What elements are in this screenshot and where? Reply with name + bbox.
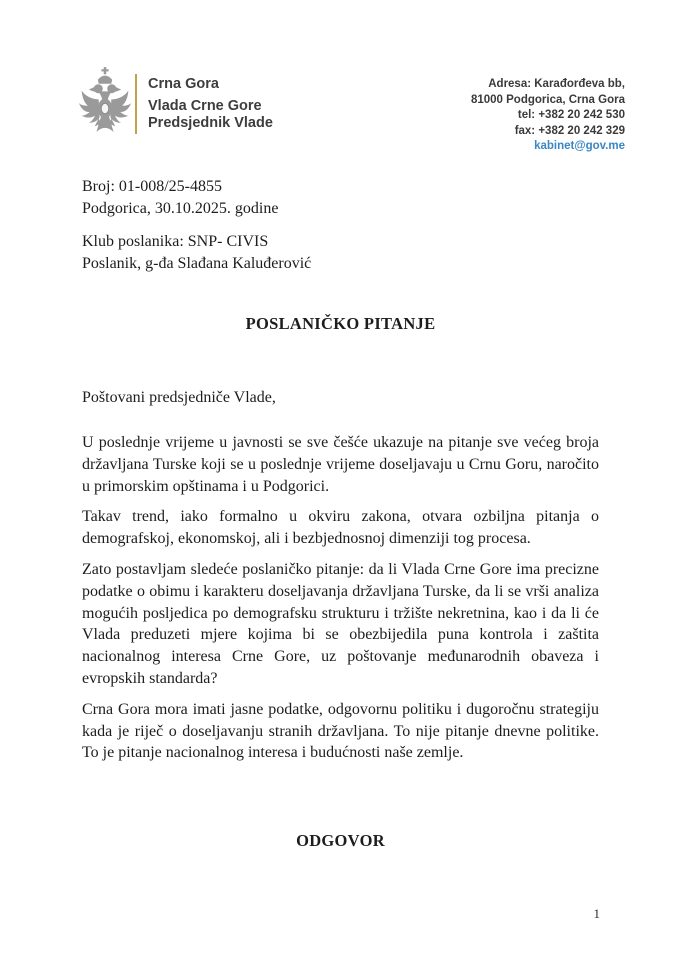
reference-block bbox=[82, 176, 599, 219]
org-office: Predsjednik Vlade bbox=[148, 115, 273, 131]
ref-number: Broj: 01-008/25-4855 bbox=[82, 178, 222, 195]
brand-block bbox=[78, 66, 273, 142]
contact-address-line1: Adresa: Karađorđeva bb, bbox=[488, 78, 625, 90]
body-paragraph-4: Crna Gora mora imati jasne podatke, odgovornu politiku i dugoročnu strategiju kada je riječ o doseljavanju stranih državljana. To nije pitanje dnevne politike. To je pitanje nacionalnog interesa i budućnosti naše zemlje. bbox=[82, 700, 599, 762]
answer-heading: ODGOVOR bbox=[296, 831, 385, 851]
sender-block bbox=[82, 231, 599, 274]
org-title-block bbox=[148, 76, 273, 132]
mp-line: Poslanik, g-đa Slađana Kaluđerović bbox=[82, 254, 312, 272]
body-paragraph-3: Zato postavljam sledeće poslaničko pitanje: da li Vlada Crne Gore ima precizne podatke o obimu i karakteru doseljavanja državljana Turske, da li se vrši analiza mogućih posljedica po demografsku strukturu i tržište nekretnina, kao i da li će Vlada preduzeti mjere kojima bi se obezbijedila puna kontrola i zaštita nacionalnog interesa Crne Gore, uz poštovanje međunarodnih obaveza i evropskih standarda? bbox=[82, 560, 599, 687]
brand-divider bbox=[135, 74, 137, 134]
page-number: 1 bbox=[593, 906, 600, 921]
club-line: Klub poslanika: SNP- CIVIS bbox=[82, 233, 269, 250]
contact-fax: fax: +382 20 242 329 bbox=[514, 124, 625, 137]
salutation: Poštovani predsjedniče Vlade, bbox=[82, 388, 276, 406]
contact-block bbox=[471, 77, 625, 155]
contact-tel: tel: +382 20 242 530 bbox=[517, 109, 625, 121]
place-date: Podgorica, 30.10.2025. godine bbox=[82, 199, 279, 217]
body-paragraph-2: Takav trend, iako formalno u okviru zakona, otvara ozbiljna pitanja o demografskoj, ekonomskoj, ali i bezbjednosnoj dimenziji tog procesa. bbox=[82, 508, 599, 548]
org-government: Vlada Crne Gore bbox=[148, 98, 262, 114]
contact-email-link[interactable]: kabinet@gov.me bbox=[534, 140, 625, 152]
org-country: Crna Gora bbox=[148, 76, 219, 92]
contact-address-line2: 81000 Podgorica, Crna Gora bbox=[470, 93, 625, 106]
coat-of-arms-icon bbox=[78, 66, 132, 142]
document-title: POSLANIČKO PITANJE bbox=[245, 314, 436, 333]
document-body bbox=[82, 176, 599, 852]
letterhead bbox=[0, 0, 679, 160]
body-paragraph-1: U poslednje vrijeme u javnosti se sve češće ukazuje na pitanje sve većeg broja državljana Turske koji se u poslednje vrijeme doseljavaju u Crnu Goru, naročito u primorskim opštinama i u Podgorici. bbox=[82, 434, 599, 495]
